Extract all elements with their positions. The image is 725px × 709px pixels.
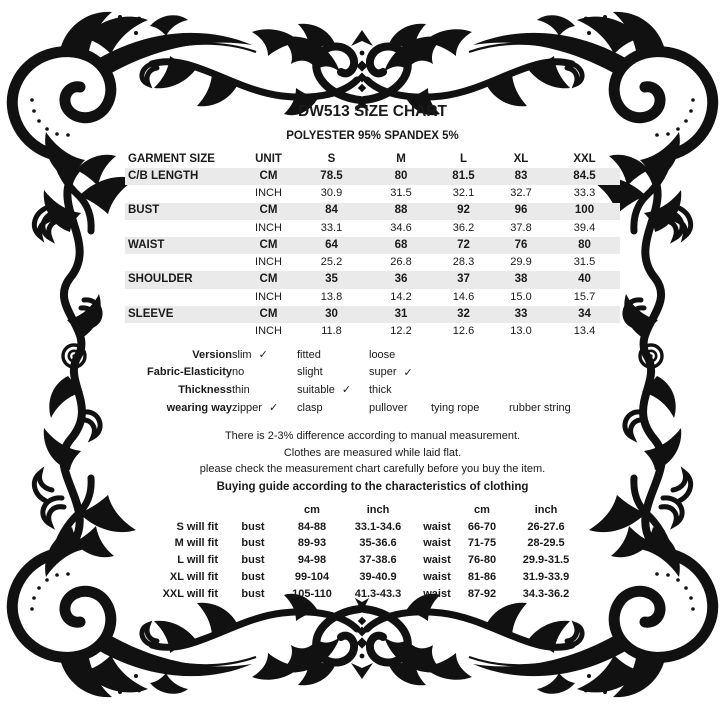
attribute-option [297,383,369,396]
attribute-label: wearing way [166,401,232,414]
size-value: 100 [574,204,595,217]
option-label: thick [369,383,392,396]
table-row [125,237,620,254]
table-row [125,220,620,237]
size-value: 32 [457,307,470,320]
unit-cell: INCH [255,256,282,269]
option-label: no [232,366,245,379]
option-label: slight [297,366,323,379]
column-header: cm [304,503,320,516]
size-value: 28.3 [452,256,475,269]
size-value: 96 [514,204,528,217]
measure-label: SLEEVE [128,307,174,320]
attribute-row [125,381,615,399]
guide-row [130,552,586,569]
option-label: super [369,366,397,379]
unit-cell: INCH [255,221,282,234]
guide-row [130,519,586,536]
buying-guide-table [130,502,586,603]
attribute-option [297,349,369,361]
bust-word: bust [241,537,265,550]
size-value: 84 [325,204,338,217]
attribute-row [125,364,615,382]
column-header: M [396,152,406,165]
attribute-option [431,402,509,414]
unit-cell: CM [259,170,278,183]
option-label: tying rope [431,401,480,414]
bust-cm-range: 89-93 [297,537,327,550]
bust-word: bust [241,554,265,567]
size-value: 78.5 [320,170,343,183]
table-row [125,254,620,271]
attribute-option [369,366,431,379]
size-value: 80 [394,170,408,183]
table-row [125,323,620,340]
size-value: 37 [457,273,470,286]
measure-label: BUST [128,204,160,217]
waist-inch-range: 34.3-36.2 [522,587,570,600]
column-header: inch [366,503,390,516]
note-line: please check the measurement chart carefully before you buy the item. [199,463,546,475]
waist-word: waist [423,554,451,567]
size-value: 31.5 [390,187,412,200]
column-header: L [459,152,468,165]
bust-word: bust [241,520,265,533]
size-value: 32.7 [510,187,532,200]
waist-inch-range: 28-29.5 [527,537,565,550]
unit-cell: CM [259,307,278,320]
page-title: DW513 SIZE CHART [298,103,447,120]
note-line: There is 2-3% difference according to manual measurement. [224,430,521,442]
size-value: 38 [514,273,528,286]
attribute-option [232,384,297,396]
size-value: 68 [394,238,408,251]
size-value: 36.2 [452,221,475,234]
table-row [125,306,620,323]
size-value: 72 [457,238,470,251]
size-value: 31 [394,307,408,320]
size-value: 15.7 [573,290,596,303]
size-fit-label: M will fit [174,537,218,550]
size-value: 92 [457,204,470,217]
attribute-option [369,349,431,361]
size-value: 83 [514,170,528,183]
guide-row [130,586,586,603]
bust-word: bust [241,571,265,584]
size-value: 11.8 [321,324,342,337]
bust-inch-range: 39-40.9 [359,571,397,584]
column-header: XXL [573,152,596,165]
waist-word: waist [423,571,451,584]
size-value: 64 [325,238,338,251]
option-label: thin [232,383,250,396]
size-value: 25.2 [320,256,343,269]
attribute-label: Fabric-Elasticity [147,366,232,379]
attribute-label: Version [192,348,232,361]
waist-inch-range: 31.9-33.9 [522,571,570,584]
attribute-option [297,402,369,414]
waist-cm-range: 81-86 [467,571,497,584]
measure-label: SHOULDER [128,273,193,286]
attribute-row [125,399,615,417]
size-value: 36 [394,273,408,286]
attribute-option [297,366,369,378]
waist-word: waist [423,520,451,533]
guide-row [130,536,586,553]
unit-cell: INCH [255,290,282,303]
attribute-checklist [125,346,615,416]
bust-inch-range: 35-36.6 [359,537,397,550]
column-header: GARMENT SIZE [128,152,215,165]
bust-inch-range: 41.3-43.3 [354,587,402,600]
check-icon: ✓ [403,366,413,379]
buying-guide-heading: Buying guide according to the characteristics of clothing [216,480,529,493]
attribute-option [232,401,297,414]
option-label: zipper [232,401,262,414]
size-value: 12.2 [390,324,412,337]
table-row [125,185,620,202]
option-label: pullover [369,401,408,414]
attribute-row [125,346,615,364]
unit-cell: CM [259,273,278,286]
size-value: 33.3 [573,187,596,200]
option-label: rubber string [509,401,571,414]
note-line: Clothes are measured while laid flat. [283,446,462,459]
size-value: 13.0 [510,324,532,337]
unit-cell: CM [259,238,278,251]
size-table-header-row [125,151,620,168]
unit-cell: CM [259,204,278,217]
table-row [125,168,620,185]
table-row [125,271,620,288]
size-value: 76 [514,238,528,251]
fabric-composition: POLYESTER 95% SPANDEX 5% [286,130,459,142]
size-value: 39.4 [573,221,596,234]
size-value: 34.6 [390,221,412,234]
size-value: 30 [325,307,338,320]
size-value: 40 [578,273,591,286]
attribute-option [232,348,297,361]
check-icon: ✓ [268,402,279,415]
column-header: UNIT [255,152,282,165]
size-value: 80 [578,238,591,251]
option-label: suitable [297,383,335,396]
option-label: fitted [297,348,321,361]
waist-word: waist [423,537,451,550]
size-value: 88 [394,204,408,217]
waist-word: waist [423,587,451,600]
column-header: S [327,152,336,165]
size-value: 33 [514,307,528,320]
guide-header-row [130,502,586,519]
waist-cm-range: 76-80 [467,554,497,567]
size-value: 29.9 [510,256,532,269]
attribute-option [232,366,297,378]
size-value: 12.6 [452,324,475,337]
guide-row [130,569,586,586]
table-row [125,203,620,220]
size-value: 33.1 [320,221,343,234]
option-label: loose [369,348,396,361]
column-header: cm [474,503,490,516]
option-label: clasp [297,401,323,414]
attribute-option [509,402,578,414]
column-header: XL [513,152,529,165]
size-value: 14.6 [452,290,475,303]
size-value: 13.4 [573,324,596,337]
size-fit-label: XXL will fit [162,587,218,600]
attribute-label: Thickness [178,383,232,396]
unit-cell: INCH [255,324,282,337]
bust-cm-range: 99-104 [294,571,330,584]
bust-inch-range: 33.1-34.6 [354,520,402,533]
size-value: 15.0 [510,290,532,303]
bust-cm-range: 94-98 [297,554,327,567]
measure-label: C/B LENGTH [128,170,199,183]
size-value: 32.1 [452,187,475,200]
measure-label: WAIST [128,238,165,251]
bust-inch-range: 37-38.6 [359,554,397,567]
bust-cm-range: 105-110 [292,587,332,600]
waist-cm-range: 66-70 [467,520,497,533]
bust-cm-range: 84-88 [297,520,327,533]
table-row [125,289,620,306]
size-value: 26.8 [390,256,412,269]
size-value: 37.8 [510,221,532,234]
size-value: 31.5 [573,256,596,269]
check-icon: ✓ [258,349,268,362]
check-icon: ✓ [341,384,352,397]
waist-inch-range: 29.9-31.5 [522,554,570,567]
size-value: 30.9 [320,187,343,200]
size-value: 14.2 [390,290,412,303]
size-table [125,151,620,340]
attribute-option [369,402,431,414]
size-fit-label: L will fit [177,554,218,567]
waist-inch-range: 26-27.6 [527,520,565,533]
column-header: inch [534,503,558,516]
waist-cm-range: 71-75 [467,537,497,550]
attribute-option [369,384,431,396]
size-fit-label: XL will fit [169,571,218,584]
size-value: 81.5 [452,170,475,183]
size-value: 84.5 [573,170,596,183]
measurement-notes [10,428,725,497]
bust-word: bust [241,587,265,600]
size-value: 13.8 [320,290,343,303]
size-fit-label: S will fit [176,520,218,533]
size-value: 34 [578,307,591,320]
waist-cm-range: 87-92 [467,587,497,600]
option-label: slim [232,348,252,361]
unit-cell: INCH [255,187,282,200]
size-value: 35 [325,273,338,286]
